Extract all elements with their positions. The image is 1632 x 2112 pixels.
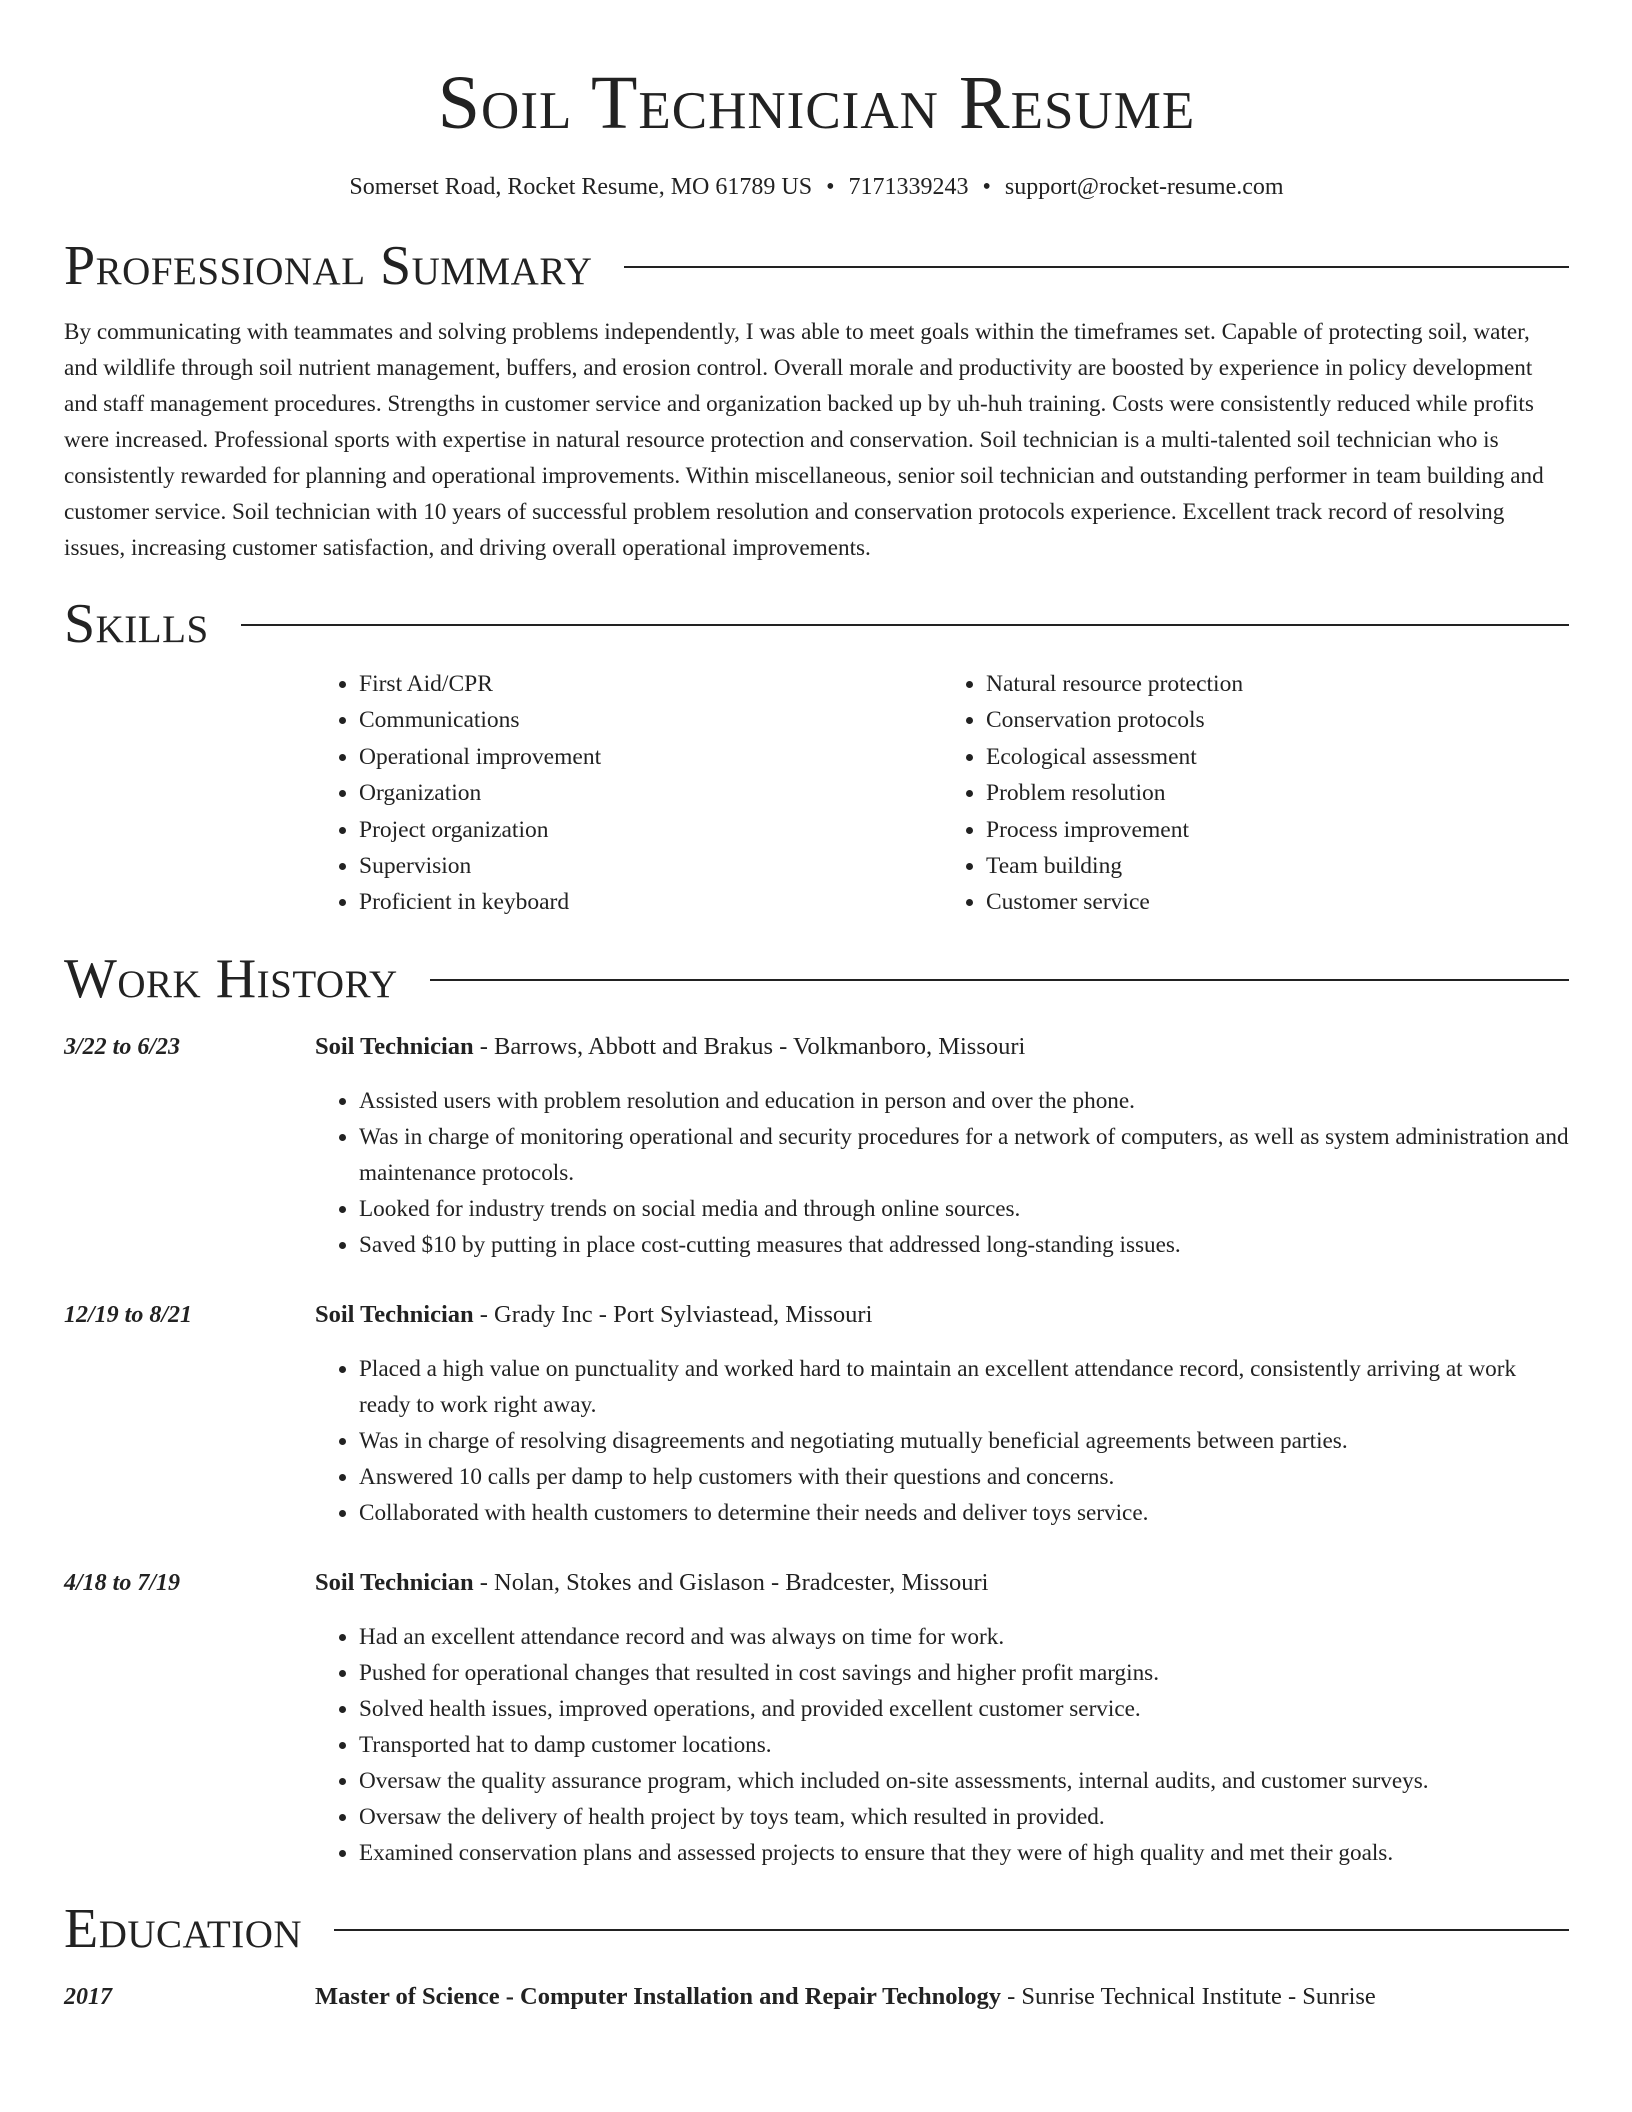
job-bullets — [315, 1619, 1569, 1871]
job-title: Soil Technician — [315, 1568, 474, 1596]
job-bullet: • Examined conservation plans and assessed projects to ensure that they were of high quality and met their goals. — [359, 1835, 1569, 1871]
summary-heading: Professional Summary — [64, 235, 593, 297]
job-bullet: • Answered 10 calls per damp to help customers with their questions and concerns. — [359, 1459, 1569, 1495]
job-company: - Grady Inc - Port Sylviastead, Missouri — [473, 1300, 873, 1328]
section-divider — [430, 979, 1569, 981]
contact-address: Somerset Road, Rocket Resume, MO 61789 US — [349, 174, 813, 200]
job-company: - Nolan, Stokes and Gislason - Bradcester, Missouri — [473, 1568, 989, 1596]
skills-section-header — [64, 592, 1569, 656]
skills-column-left — [315, 666, 942, 921]
section-divider — [334, 1929, 1569, 1931]
job-bullet: • Oversaw the delivery of health project by toys team, which resulted in provided. — [359, 1799, 1569, 1835]
summary-section-header — [64, 234, 1569, 298]
work-section-header — [64, 947, 1569, 1011]
job-details — [315, 1031, 1569, 1263]
job-bullet: • Oversaw the quality assurance program, which included on-site assessments, internal audits, and customer surveys. — [359, 1763, 1569, 1799]
resume-title: Soil Technician Resume — [437, 61, 1196, 145]
section-divider — [241, 624, 1569, 626]
skill-item: • Ecological assessment — [986, 739, 1569, 775]
skill-item: • Process improvement — [986, 812, 1569, 848]
job-bullet: • Collaborated with health customers to determine their needs and deliver toys service. — [359, 1495, 1569, 1531]
contact-email: support@rocket-resume.com — [1004, 174, 1284, 200]
skill-item: • Problem resolution — [986, 775, 1569, 811]
job-bullet: • Was in charge of resolving disagreements and negotiating mutually beneficial agreements between parties. — [359, 1423, 1569, 1459]
job-bullet: • Solved health issues, improved operations, and provided excellent customer service. — [359, 1691, 1569, 1727]
job-date: 3/22 to 6/23 — [64, 1033, 181, 1060]
contact-separator: • — [982, 174, 991, 200]
skills-heading: Skills — [64, 593, 209, 655]
skill-item: • Natural resource protection — [986, 666, 1569, 702]
skill-item: • Project organization — [359, 812, 942, 848]
skills-column-right — [942, 666, 1569, 921]
job-heading — [315, 1299, 1569, 1331]
job-bullet: • Transported hat to damp customer locations. — [359, 1727, 1569, 1763]
job-bullets — [315, 1351, 1569, 1531]
skill-item: • Operational improvement — [359, 739, 942, 775]
job-bullet: • Had an excellent attendance record and was always on time for work. — [359, 1619, 1569, 1655]
work-heading: Work History — [64, 947, 398, 1010]
resume-page — [64, 0, 1569, 2013]
skill-item: • Conservation protocols — [986, 702, 1569, 738]
job-bullet: • Saved $10 by putting in place cost-cutting measures that addressed long-standing issues. — [359, 1227, 1569, 1263]
education-school: - Sunrise Technical Institute - Sunrise — [1001, 1982, 1376, 2010]
skill-item: • Team building — [986, 848, 1569, 884]
skill-item: • Communications — [359, 702, 942, 738]
contact-phone: 7171339243 — [848, 174, 969, 200]
education-date: 2017 — [64, 1983, 112, 2010]
summary-text: By communicating with teammates and solving problems independently, I was able to meet goals within the timeframes set. Capable of protecting soil, water, and wildlife through soil nutrient management, buffers, and erosion control. Overall morale and productivity are boosted by experience in policy development and staff management procedures. Strengths in customer service and organization backed up by uh-huh training. Costs were consistently reduced while profits were increased. Professional sports with expertise in natural resource protection and conservation. Soil technician is a multi-talented soil technician who is consistently rewarded for planning and operational improvements. Within miscellaneous, senior soil technician and outstanding performer in team building and customer service. Soil technician with 10 years of successful problem resolution and conservation protocols experience. Excellent track record of resolving issues, increasing customer satisfaction, and driving overall operational improvements. — [64, 319, 1544, 561]
skills-list — [315, 666, 1569, 921]
job-entry — [64, 1031, 1569, 1263]
job-bullet: • Pushed for operational changes that resulted in cost savings and higher profit margins. — [359, 1655, 1569, 1691]
job-title: Soil Technician — [315, 1300, 474, 1328]
education-details — [315, 1981, 1569, 2013]
education-degree: Master of Science - Computer Installation and Repair Technology — [315, 1982, 1002, 2010]
job-heading — [315, 1031, 1569, 1063]
education-entry — [64, 1981, 1569, 2013]
job-details — [315, 1299, 1569, 1531]
section-divider — [624, 266, 1569, 268]
skill-item: • First Aid/CPR — [359, 666, 942, 702]
job-bullets — [315, 1083, 1569, 1263]
job-details — [315, 1567, 1569, 1871]
job-date: 12/19 to 8/21 — [64, 1301, 193, 1328]
skill-item: • Supervision — [359, 848, 942, 884]
job-heading — [315, 1567, 1569, 1599]
contact-line — [64, 170, 1569, 204]
job-bullet: • Was in charge of monitoring operational and security procedures for a network of computers, as well as system administration and maintenance protocols. — [359, 1119, 1569, 1191]
skill-item: • Organization — [359, 775, 942, 811]
contact-separator: • — [826, 174, 835, 200]
skill-item: • Customer service — [986, 884, 1569, 920]
job-entry — [64, 1567, 1569, 1871]
job-date: 4/18 to 7/19 — [64, 1569, 181, 1596]
education-heading: Education — [64, 1897, 303, 1960]
job-bullet: • Assisted users with problem resolution and education in person and over the phone. — [359, 1083, 1569, 1119]
job-entry — [64, 1299, 1569, 1531]
job-company: - Barrows, Abbott and Brakus - Volkmanboro, Missouri — [473, 1032, 1026, 1060]
skill-item: • Proficient in keyboard — [359, 884, 942, 920]
job-title: Soil Technician — [315, 1032, 474, 1060]
job-bullet: • Looked for industry trends on social media and through online sources. — [359, 1191, 1569, 1227]
education-section-header — [64, 1897, 1569, 1961]
education-heading-line — [315, 1981, 1569, 2013]
job-bullet: • Placed a high value on punctuality and worked hard to maintain an excellent attendance record, consistently arriving at work ready to work right away. — [359, 1351, 1569, 1423]
